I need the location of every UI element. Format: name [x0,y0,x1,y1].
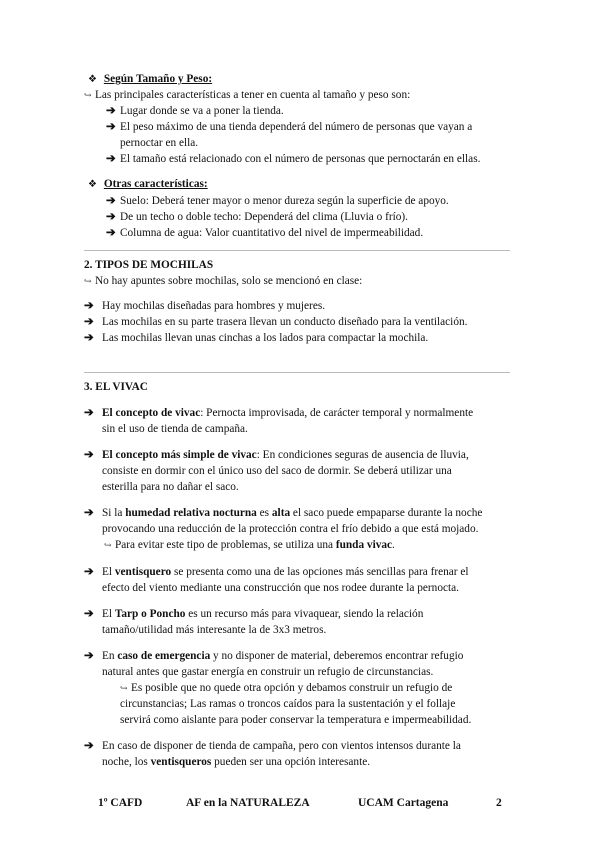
arrow-bullet-icon: ➔ [84,566,94,578]
arrow-bullet-icon: ➔ [106,211,116,223]
paragraph-line: efecto del viento mediante una construcción que nos rodee durante la pernocta. [102,582,459,594]
arrow-bullet-icon: ➔ [84,608,94,620]
paragraph-tienda-vientos: ➔ En caso de disponer de tienda de campaña, pero con vientos intensos durante la [84,740,461,752]
paragraph-concepto: ➔ El concepto de vivac: Pernocta improvisada, de carácter temporal y normalmente [84,407,474,419]
hook-arrow-icon: ↪ [120,683,128,693]
list-item: ➔ Hay mochilas diseñadas para hombres y mujeres. [84,300,326,312]
paragraph-line: natural antes que gastar energía en construir un refugio de circunstancias. [102,666,434,678]
diamond-bullet-icon: ❖ [88,74,97,85]
paragraph-note: ↪ Para evitar este tipo de problemas, se utiliza una funda vivac. [104,539,395,551]
section-title-vivac: 3. EL VIVAC [84,381,148,393]
section-heading-otras: ❖ Otras características: [88,178,208,190]
paragraph-line: sin el uso de tienda de campaña. [102,423,248,435]
paragraph-note: ↪ Es posible que no quede otra opción y debamos construir un refugio de [120,682,453,694]
section-heading-tamano: ❖ Según Tamaño y Peso: [88,73,213,85]
paragraph-note-line: circunstancias; Las ramas o troncos caídos para la sustentación y el follaje [120,698,456,710]
section-divider [84,372,510,373]
list-item: ➔ Columna de agua: Valor cuantitativo del nivel de impermeabilidad. [106,227,424,239]
intro-line: ↪ Las principales características a tener en cuenta al tamaño y peso son: [84,89,411,101]
arrow-bullet-icon: ➔ [84,507,94,519]
footer-institution: UCAM Cartagena [358,797,449,809]
arrow-bullet-icon: ➔ [84,316,94,328]
section-title-mochilas: 2. TIPOS DE MOCHILAS [84,259,214,271]
arrow-bullet-icon: ➔ [84,300,94,312]
hook-arrow-icon: ↪ [84,276,92,286]
section-divider [84,250,510,251]
hook-arrow-icon: ↪ [84,90,92,100]
arrow-bullet-icon: ➔ [84,407,94,419]
paragraph-concepto-simple: ➔ El concepto más simple de vivac: En condiciones seguras de ausencia de lluvia, [84,449,469,461]
list-item: ➔ Las mochilas en su parte trasera llevan un conducto diseñado para la ventilación. [84,316,468,328]
arrow-bullet-icon: ➔ [84,740,94,752]
arrow-bullet-icon: ➔ [84,332,94,344]
hook-arrow-icon: ↪ [104,540,112,550]
arrow-bullet-icon: ➔ [106,153,116,165]
footer-subject: AF en la NATURALEZA [186,797,310,809]
paragraph-note-line: servirá como aislante para poder conservar la temperatura e impermeabilidad. [120,714,472,726]
intro-line: ↪ No hay apuntes sobre mochilas, solo se mencionó en clase: [84,275,363,287]
list-item: ➔ Las mochilas llevan unas cinchas a los lados para compactar la mochila. [84,332,429,344]
paragraph-ventisquero: ➔ El ventisquero se presenta como una de las opciones más sencillas para frenar el [84,566,469,578]
footer-page-number: 2 [496,797,502,809]
arrow-bullet-icon: ➔ [84,650,94,662]
paragraph-line: provocando una reducción de la protección contra el frío debido a que está mojado. [102,523,479,535]
arrow-bullet-icon: ➔ [106,227,116,239]
arrow-bullet-icon: ➔ [106,195,116,207]
arrow-bullet-icon: ➔ [106,105,116,117]
paragraph-line: consiste en dormir con el único uso del saco de dormir. Se deberá utilizar una [102,465,452,477]
list-item-continuation: pernoctar en ella. [120,137,199,149]
list-item: ➔ Suelo: Deberá tener mayor o menor dureza según la superficie de apoyo. [106,195,449,207]
paragraph-tarp: ➔ El Tarp o Poncho es un recurso más para vivaquear, siendo la relación [84,608,424,620]
paragraph-line: noche, los ventisqueros pueden ser una opción interesante. [102,756,371,768]
diamond-bullet-icon: ❖ [88,179,97,190]
paragraph-line: esterilla para no dañar el saco. [102,481,239,493]
arrow-bullet-icon: ➔ [84,449,94,461]
list-item: ➔ De un techo o doble techo: Dependerá del clima (Lluvia o frío). [106,211,408,223]
footer-course: 1º CAFD [98,797,143,809]
list-item: ➔ El peso máximo de una tienda dependerá del número de personas que vayan a [106,121,473,133]
arrow-bullet-icon: ➔ [106,121,116,133]
list-item: ➔ Lugar donde se va a poner la tienda. [106,105,284,117]
list-item: ➔ El tamaño está relacionado con el número de personas que pernoctarán en ellas. [106,153,481,165]
paragraph-humedad: ➔ Si la humedad relativa nocturna es alta el saco puede empaparse durante la noche [84,507,483,519]
paragraph-line: tamaño/utilidad más interesante la de 3x3 metros. [102,624,327,636]
paragraph-emergencia: ➔ En caso de emergencia y no disponer de material, deberemos encontrar refugio [84,650,464,662]
